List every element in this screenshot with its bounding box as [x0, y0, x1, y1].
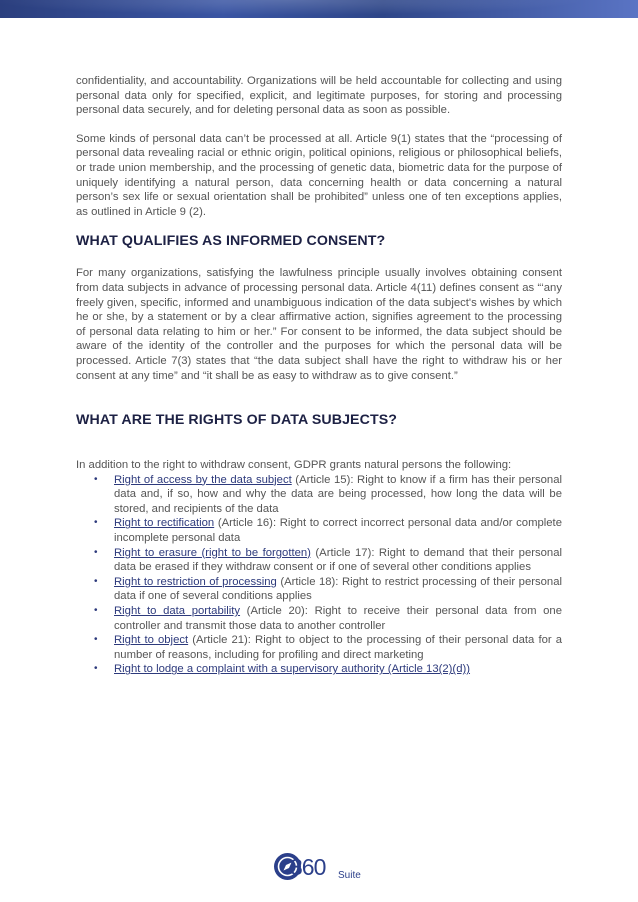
paragraph-consent: For many organizations, satisfying the lawfulness principle usually involves obtaining consent from data subjects in advance of processing personal data. Article 4(11) defines consent as “‘any freely given, specific, informed and unambiguous indication of the data subject's wishes by which he or she, by a statement or by a clear affirmative action, signifies agreement to the processing of personal data relating to him or her.” For consent to be informed, the data subject should be aware of the identity of the controller and the purposes for which the personal data will be processed. Article 7(3) states that “the data subject shall have the right to withdraw his or her consent at any time” and “it shall be as easy to withdraw as to give consent.”: [76, 267, 562, 382]
list-item: [94, 473, 562, 517]
brand-logo: [274, 853, 369, 887]
link-right-to-lodge-complaint[interactable]: Right to lodge a complaint with a supervisory authority (Article 13(2)(d)): [114, 663, 471, 676]
list-item: [94, 604, 562, 633]
paragraph-accountability: confidentiality, and accountability. Organizations will be held accountable for collecting and using personal data only for specified, explicit, and legitimate purposes, for storing and processing personal data securely, and for deleting personal data as soon as possible.: [76, 75, 562, 117]
bullet-icon: •: [94, 634, 98, 646]
link-right-to-restriction[interactable]: Right to restriction of processing: [114, 575, 277, 588]
link-right-to-erasure[interactable]: Right to erasure (right to be forgotten): [114, 546, 311, 559]
list-item: [94, 516, 562, 545]
bullet-icon: •: [94, 517, 98, 529]
list-item: [94, 633, 563, 662]
logo-suite-text: Suite: [338, 870, 361, 881]
header-banner: [0, 0, 638, 18]
list-item: [94, 546, 562, 575]
link-right-to-data-portability[interactable]: Right to data portability: [114, 605, 241, 618]
document-body: [76, 74, 562, 677]
link-right-to-rectification[interactable]: Right to rectification: [114, 517, 215, 530]
bullet-icon: •: [94, 663, 98, 675]
rights-list: [76, 473, 562, 677]
list-item: [94, 662, 562, 677]
list-item-text: (Article 16): Right to correct incorrect personal data and/or complete incomplete personal data: [114, 517, 562, 545]
list-item: [94, 575, 562, 604]
paragraph-rights-intro: In addition to the right to withdraw consent, GDPR grants natural persons the following:: [76, 459, 512, 472]
heading-data-subject-rights: WHAT ARE THE RIGHTS OF DATA SUBJECTS?: [76, 412, 398, 429]
bullet-icon: •: [94, 575, 98, 587]
bullet-icon: •: [94, 605, 98, 617]
link-right-to-object[interactable]: Right to object: [114, 634, 189, 647]
list-item-text: (Article 18): Right to restrict processing of their personal data if one of several conditions applies: [114, 575, 562, 603]
list-item-text: (Article 17): Right to demand that their personal data be erased if they withdraw consent or if one of several other conditions applies: [114, 546, 562, 574]
bullet-icon: •: [94, 473, 98, 485]
list-item-text: (Article 21): Right to object to the processing of their personal data for a number of reasons, including for profiling and direct marketing: [114, 634, 563, 661]
bullet-icon: •: [94, 546, 98, 558]
logo-number: 360: [290, 854, 326, 880]
link-right-of-access[interactable]: Right of access by the data subject: [114, 473, 292, 486]
list-item-text: (Article 20): Right to receive their personal data from one controller and transmit those data to another controller: [114, 605, 562, 632]
heading-informed-consent: WHAT QUALIFIES AS INFORMED CONSENT?: [76, 233, 386, 250]
list-item-text: (Article 15): Right to know if a firm has their personal data and, if so, how and why the data are being processed, how long the data will be stored, and recipients of the data: [114, 473, 562, 515]
paragraph-special-categories: Some kinds of personal data can’t be processed at all. Article 9(1) states that the “processing of personal data revealing racial or ethnic origin, political opinions, religious or philosophical beliefs, or trade union membership, and the processing of genetic data, biometric data for the purpose of uniquely identifying a natural person, data concerning health or data concerning a natural person’s sex life or sexual orientation shall be prohibited” unless one of ten exceptions applies, as outlined in Article 9 (2).: [76, 132, 562, 218]
